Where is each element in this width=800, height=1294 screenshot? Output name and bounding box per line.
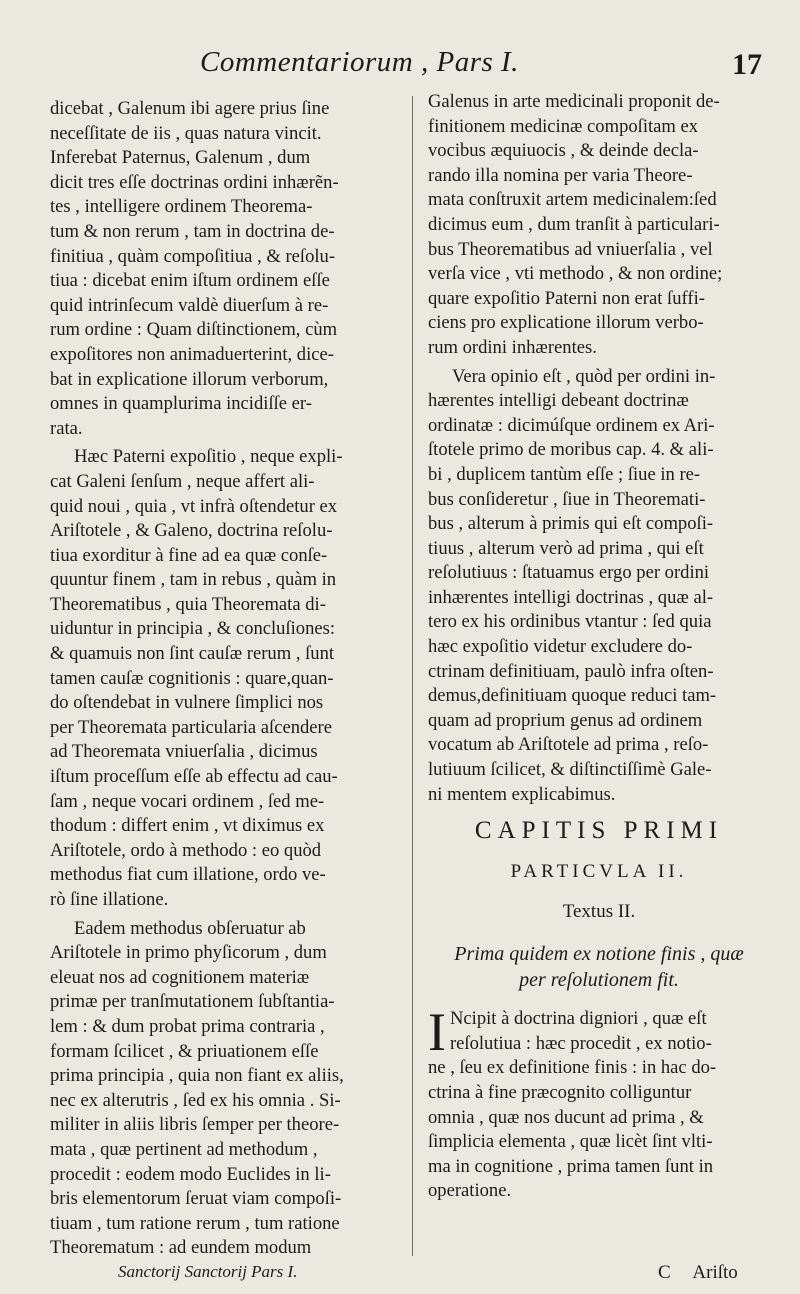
text-line: bi , duplicem tantùm eſſe ; ſiue in re-	[428, 463, 701, 485]
text-line: Ncipit à doctrina digniori , quæ eſt	[449, 1008, 707, 1030]
signature-line: Sanctorij Sanctorij Pars I.	[118, 1262, 298, 1281]
text-line: inhærentes intelligi doctrinas , quæ al-	[428, 586, 714, 608]
text-line: omnes in quamplurima incidiſſe er-	[50, 393, 312, 415]
text-line: reſolutiua : hæc procedit , ex notio-	[449, 1032, 712, 1054]
text-line: lem : & dum probat prima contraria ,	[50, 1015, 325, 1037]
text-line: militer in aliis libris ſemper per theore-	[50, 1114, 340, 1136]
text-line: procedit : eodem modo Euclides in li-	[50, 1163, 331, 1185]
running-head-title: Commentariorum , Pars I.	[200, 46, 519, 78]
text-line: bus , alterum à primis qui eſt compoſi-	[428, 513, 714, 535]
text-line: bris elementorum ſeruat viam compoſi-	[50, 1188, 342, 1210]
text-line: tes , intelligere ordinem Theorema-	[50, 196, 313, 218]
text-line: rum ordini inhærentes.	[428, 336, 597, 358]
text-line: ſtotele primo de moribus cap. 4. & ali-	[428, 439, 714, 461]
text-line: ctrinam definitiuam, paulò infra oſten-	[428, 660, 714, 682]
text-line: ordinatæ : dicimúſque ordinem ex Ari-	[428, 414, 715, 436]
right-column	[428, 90, 770, 1204]
spacer	[428, 993, 770, 1007]
text-line: Vera opinio eſt , quòd per ordini in-	[452, 365, 716, 387]
text-line: rata.	[50, 417, 83, 439]
text-line: iſtum proceſſum eſſe ab effectu ad cau-	[50, 766, 338, 788]
running-head	[0, 40, 800, 84]
text-line: bat in explicatione illorum verborum,	[50, 368, 329, 390]
lemma-line-2: per reſolutionem fit.	[519, 969, 679, 992]
text-line: ſam , neque vocari ordinem , ſed me-	[50, 790, 325, 812]
text-line: tiua : dicebat enim iſtum ordinem eſſe	[50, 270, 330, 292]
text-line: neceſſitate de iis , quas natura vincit.	[50, 122, 322, 144]
text-line: Ariſtotele , & Galeno, doctrina reſolu-	[50, 520, 333, 542]
text-line: vocatum ab Ariſtotele ad prima , reſo-	[428, 734, 709, 756]
textus-heading: Textus II.	[562, 901, 636, 923]
particula-heading: PARTICVLA II.	[510, 861, 688, 883]
text-line: per Theoremata particularia aſcendere	[50, 716, 333, 738]
text-line: mata conſtruxit artem medicinalem:ſed	[428, 189, 717, 211]
text-line: dicit tres eſſe doctrinas ordini inhærẽn-	[50, 171, 339, 193]
text-line: ſimplicia elementa , quæ licèt ſint vlti-	[428, 1131, 713, 1153]
right-column-text	[428, 90, 770, 807]
text-line: thodum : differt enim , vt diximus ex	[50, 815, 325, 837]
text-line: vocibus æquiuocis , & deinde decla-	[428, 140, 699, 162]
catchword: Ariſto	[692, 1262, 738, 1283]
text-line: & quamuis non ſint cauſæ rerum , ſunt	[50, 643, 335, 665]
text-line: Galenus in arte medicinali proponit de-	[428, 91, 720, 112]
text-line: Ariſtotele, ordo à methodo : eo quòd	[50, 839, 322, 861]
text-line: quid intrinſecum valdè diuerſum à re-	[50, 294, 329, 316]
column-divider	[412, 96, 413, 1256]
text-line: Theorematibus , quia Theoremata di-	[50, 593, 326, 615]
footer-catch	[658, 1262, 738, 1284]
text-line: quuntur finem , tam in rebus , quàm in	[50, 569, 337, 591]
commentary-lines	[428, 1002, 770, 1204]
text-line: methodus fiat cum illatione, ordo ve-	[50, 864, 326, 886]
text-line: finitiua , quàm compoſitiua , & reſolu-	[50, 245, 336, 267]
text-line: do oſtendebat in vulnere ſimplici nos	[50, 692, 324, 714]
text-line: primæ per tranſmutationem ſubſtantia-	[50, 991, 335, 1013]
text-line: tiua exorditur à fine ad ea quæ conſe-	[50, 544, 328, 566]
text-line: tiuam , tum ratione rerum , tum ratione	[50, 1212, 340, 1234]
text-line: lutiuum ſcilicet, & diſtinctiſſimè Gale-	[428, 759, 712, 781]
text-line: quare expoſitio Paterni non erat ſuffi-	[428, 287, 705, 309]
text-line: ne , ſeu ex definitione finis : in hac do-	[428, 1057, 717, 1079]
text-line: eleuat nos ad cognitionem materiæ	[50, 966, 310, 988]
text-line: operatione.	[428, 1180, 512, 1202]
text-line: Inferebat Paternus, Galenum , dum	[50, 147, 311, 169]
text-line: quam ad proprium genus ad ordinem	[428, 709, 703, 731]
text-line: Eadem methodus obſeruatur ab	[74, 917, 306, 939]
text-line: mata , quæ pertinent ad methodum ,	[50, 1138, 318, 1160]
text-line: ad Theoremata vniuerſalia , dicimus	[50, 741, 318, 763]
text-line: cat Galeni ſenſum , neque affert ali-	[50, 470, 315, 492]
text-line: ctrina à fine præcognito colliguntur	[428, 1082, 692, 1103]
text-line: tamen cauſæ cognitionis : quare,quan-	[50, 667, 334, 689]
text-line: hæc expoſitio videtur excludere do-	[428, 636, 693, 658]
text-line: formam ſcilicet , & priuationem eſſe	[50, 1040, 319, 1062]
text-line: reſolutiuus : ſtatuamus ergo per ordini	[428, 562, 710, 584]
lemma-line-1: Prima quidem ex notione finis , quæ	[454, 943, 744, 966]
text-line: hærentes intelligi debeant doctrinæ	[428, 390, 689, 412]
text-line: Ariſtotele in primo phyſicorum , dum	[50, 942, 327, 964]
text-line: Hæc Paterni expoſitio , neque expli-	[74, 446, 343, 468]
text-line: ma in cognitione , prima tamen ſunt in	[428, 1155, 714, 1177]
text-line: tiuus , alterum verò ad prima , qui eſt	[428, 537, 704, 559]
text-line: demus,definitiuam quoque reduci tam-	[428, 685, 717, 707]
text-line: ni mentem explicabimus.	[428, 783, 616, 805]
text-line: dicebat , Galenum ibi agere prius ſine	[50, 98, 330, 119]
text-line: expoſitores non animaduerterint, dice-	[50, 343, 334, 365]
chapter-heading: CAPITIS PRIMI	[474, 817, 724, 845]
text-line: uiduntur in principia , & concluſiones:	[50, 618, 336, 640]
text-line: prima principia , quia non fiant ex aliis,	[50, 1065, 344, 1087]
text-line: Theorematum : ad eundem modum	[50, 1237, 312, 1259]
text-line: nec ex alterutris , ſed ex his omnia . Si-	[50, 1089, 341, 1111]
text-line: rò ſine illatione.	[50, 889, 169, 910]
text-line: finitionem medicinæ compoſitam ex	[428, 115, 699, 137]
left-column	[50, 97, 406, 1261]
text-line: bus Theorematibus ad vniuerſalia , vel	[428, 238, 713, 260]
signature-mark: C	[658, 1262, 671, 1283]
drop-cap: I	[428, 1002, 446, 1063]
page-number: 17	[732, 48, 762, 81]
text-line: dicimus eum , dum tranſit à particulari-	[428, 213, 720, 235]
text-line: verſa vice , vti methodo , & non ordine;	[428, 263, 723, 285]
text-line: ciens pro explicatione illorum verbo-	[428, 312, 704, 334]
text-line: bus conſideretur , ſiue in Theoremati-	[428, 488, 706, 510]
commentary-paragraph	[428, 1002, 770, 1204]
text-line: tero ex his ordinibus vtantur : ſed quia	[428, 611, 712, 633]
text-line: omnia , quæ nos ducunt ad prima , &	[428, 1106, 704, 1128]
text-line: quid noui , quia , vt infrà oſtendetur ex	[50, 495, 338, 517]
text-line: rando illa nomina per varia Theore-	[428, 164, 693, 186]
text-line: rum ordine : Quam diſtinctionem, cùm	[50, 319, 338, 341]
text-line: tum & non rerum , tam in doctrina de-	[50, 220, 335, 242]
